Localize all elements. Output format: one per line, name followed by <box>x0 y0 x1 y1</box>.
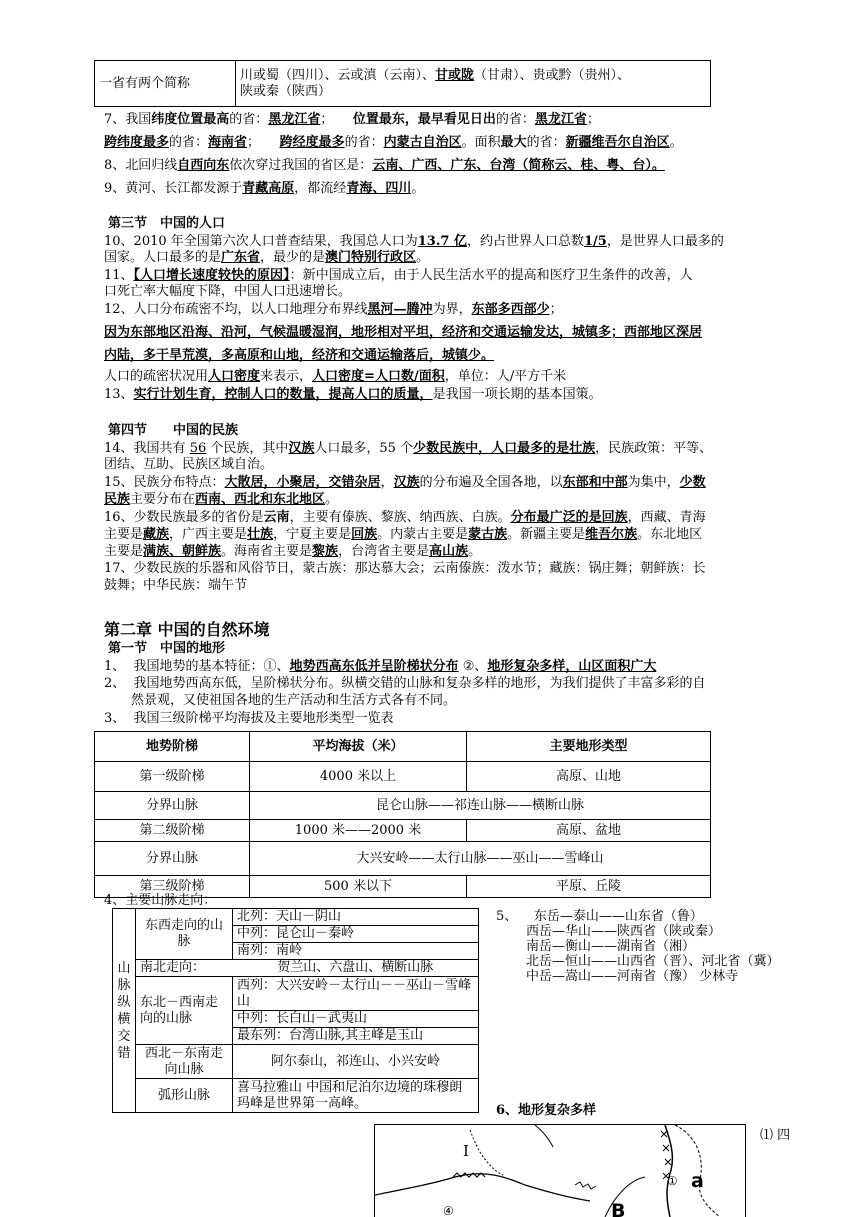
item-15-line-1: 15、民族分布特点：大散居，小聚居，交错杂居，汉族的分布遍及全国各地，以东部和中部为集中，少数 <box>104 475 706 490</box>
header-cell: 地势阶梯 <box>95 732 250 762</box>
point-6-title: 6、地形复杂多样 <box>496 1103 597 1118</box>
item-11-line-1: 11、【人口增长速度较快的原因】：新中国成立后，由于人民生活水平的提高和医疗卫生条件的改善，人 <box>104 268 693 283</box>
table-cell: 第一级阶梯 <box>95 762 250 792</box>
table-cell: 4000 米以上 <box>250 762 467 792</box>
ew-label: 东西走向的山脉 <box>136 909 233 960</box>
map-label-b: B <box>611 1200 626 1217</box>
abbrev-label: 一省有两个简称 <box>95 61 236 107</box>
point-1: 1、 我国地势的基本特征：①、地势西高东低并呈阶梯状分布 ②、地形复杂多样，山区面积广大 <box>104 659 657 674</box>
table-cell: 1000 米——2000 米 <box>250 820 467 842</box>
header-cell: 主要地形类型 <box>467 732 711 762</box>
ne-east: 最东列：台湾山脉,其主峰是玉山 <box>233 1028 479 1045</box>
map-graphic <box>375 1125 745 1217</box>
ew-south: 南列：南岭 <box>233 943 479 960</box>
section-3-title: 第三节 中国的人口 <box>108 216 226 231</box>
item-16-line-3: 主要是满族、朝鲜族。海南省主要是黎族，台湾省主要是高山族。 <box>104 544 482 559</box>
nw-value: 阿尔泰山，祁连山、小兴安岭 <box>233 1045 479 1079</box>
item-16-line-1: 16、少数民族最多的省份是云南，主要有傣族、黎族、纳西族、白族。分布最广泛的是回族，西藏、青海 <box>104 510 706 525</box>
table-row <box>95 762 711 792</box>
map-label-a: a <box>691 1170 704 1192</box>
mountains-table <box>112 908 479 1113</box>
table-cell: 第三级阶梯 <box>95 876 250 898</box>
ew-north: 北列：天山－阴山 <box>233 909 479 926</box>
point-3: 3、 我国三级阶梯平均海拔及主要地形类型一览表 <box>104 711 394 726</box>
item-7-line-2: 跨纬度最多的省：海南省； 跨经度最多的省：内蒙古自治区。面积最大的省：新疆维吾尔自治区。 <box>104 135 683 150</box>
abbrev-content: 川或蜀（四川）、云或滇（云南）、甘或陇（甘肃）、贵或黔（贵州）、 陕或秦（陕西） <box>236 61 711 107</box>
item-17-line-2: 鼓舞；中华民族：端午节 <box>104 578 248 593</box>
item-10-line-2: 国家。人口最多的是广东省，最少的是澳门特别行政区。 <box>104 250 430 265</box>
item-8: 8、北回归线自西向东依次穿过我国的省区是：云南、广西、广东、台湾（简称云、桂、粤、台）。 <box>104 158 665 173</box>
arc-label: 弧形山脉 <box>136 1079 233 1113</box>
section-4-title: 第四节 中国的民族 <box>108 423 239 438</box>
item-14-line-2: 团结、互助、民族区域自治。 <box>104 457 274 472</box>
table-cell: 第二级阶梯 <box>95 820 250 842</box>
table-cell: 平原、丘陵 <box>467 876 711 898</box>
table-cell: 高原、盆地 <box>467 820 711 842</box>
map-label-circle-4: ④ <box>443 1204 454 1217</box>
terrain-map <box>374 1124 746 1217</box>
table-cell: 分界山脉 <box>95 792 250 820</box>
item-15-line-2: 民族主要分布在西南、西北和东北地区。 <box>104 492 339 507</box>
table-cell: 高原、山地 <box>467 762 711 792</box>
item-11-line-2: 口死亡率大幅度下降，中国人口迅速增长。 <box>104 284 352 299</box>
item-13: 13、实行计划生育，控制人口的数量，提高人口的质量，是我国一项长期的基本国策。 <box>104 387 602 402</box>
arc-value: 喜马拉雅山 中国和尼泊尔边境的珠穆朗玛峰是世界第一高峰。 <box>233 1079 479 1113</box>
header-cell: 平均海拔（米） <box>250 732 467 762</box>
point-6-note: ⑴ 四 <box>760 1128 791 1143</box>
ne-west: 西列：大兴安岭－太行山－－巫山－雪峰山 <box>233 977 479 1011</box>
item-10-line-1: 10、2010 年全国第六次人口普查结果，我国总人口为13.7 亿，约占世界人口总数1/5，是世界人口最多的 <box>104 234 724 249</box>
item-12-line-3: 内陆，多干旱荒漠，多高原和山地，经济和交通运输落后，城镇少。 <box>104 348 495 363</box>
item-7-line-1: 7、我国纬度位置最高的省：黑龙江省； 位置最东，最早看见日出的省：黑龙江省； <box>104 112 600 127</box>
map-label-region: Ⅰ <box>463 1142 469 1160</box>
point-4: 4、主要山脉走向： <box>104 893 217 908</box>
item-16-line-2: 主要是藏族，广西主要是壮族，宁夏主要是回族。内蒙古主要是蒙古族。新疆主要是维吾尔族。东北地区 <box>104 527 703 542</box>
chapter-2-title: 第二章 中国的自然环境 <box>104 620 270 639</box>
ne-label: 东北－西南走向的山脉 <box>136 977 233 1045</box>
table-cell: 分界山脉 <box>95 842 250 876</box>
table-row <box>95 842 711 876</box>
ew-middle: 中列：昆仑山－秦岭 <box>233 926 479 943</box>
point-2-line-1: 2、 我国地势西高东低，呈阶梯状分布。纵横交错的山脉和复杂多样的地形，为我们提供了丰富多彩的自 <box>104 676 706 691</box>
item-12-line-2: 因为东部地区沿海、沿河，气候温暖湿润，地形相对平坦，经济和交通运输发达，城镇多；西部地区深居 <box>104 325 703 340</box>
ne-middle: 中列：长白山－武夷山 <box>233 1011 479 1028</box>
table-cell: 500 米以下 <box>250 876 467 898</box>
item-12-line-1: 12、人口分布疏密不均，以人口地理分布界线黑河—腾冲为界，东部多西部少； <box>104 302 563 317</box>
item-17-line-1: 17、少数民族的乐器和风俗节日，蒙古族：那达慕大会；云南傣族：泼水节；藏族：锅庄舞；朝鲜族：长 <box>104 561 706 576</box>
five-peaks: 5、 东岳—泰山——山东省（鲁） 西岳—华山——陕西省（陕或秦） 南岳—衡山——湖南省（湘） 北岳—恒山——山西省（晋）、河北省（冀） 中岳—嵩山——河南省（豫） 少林寺 <box>496 909 780 984</box>
item-9: 9、黄河、长江都发源于青藏高原，都流经青海、四川。 <box>104 181 425 196</box>
table-row <box>95 792 711 820</box>
item-14-line-1: 14、我国共有 56 个民族，其中汉族人口最多，55 个少数民族中，人口最多的是壮族，民族政策：平等、 <box>104 441 713 456</box>
map-label-circle-1: ① <box>667 1174 678 1188</box>
nw-label: 西北－东南走向山脉 <box>136 1045 233 1079</box>
mountains-side-label: 山脉纵横交错 <box>113 909 136 1113</box>
abbrev-table <box>94 60 711 107</box>
table-row <box>95 820 711 842</box>
ns-value: 贺兰山、六盘山、横断山脉 <box>233 960 479 977</box>
table-cell: 昆仑山脉——祁连山脉——横断山脉 <box>250 792 711 820</box>
chapter-2-section-1: 第一节 中国的地形 <box>108 641 226 656</box>
table-cell: 大兴安岭——太行山脉——巫山——雪峰山 <box>250 842 711 876</box>
steps-table-header <box>95 732 711 762</box>
density-line: 人口的疏密状况用人口密度来表示，人口密度=人口数/面积，单位：人/平方千米 <box>104 369 567 384</box>
steps-table <box>94 731 711 898</box>
ns-label: 南北走向： <box>136 960 233 977</box>
point-2-line-2: 然景观，又使祖国各地的生产活动和生活方式各有不同。 <box>131 693 457 708</box>
